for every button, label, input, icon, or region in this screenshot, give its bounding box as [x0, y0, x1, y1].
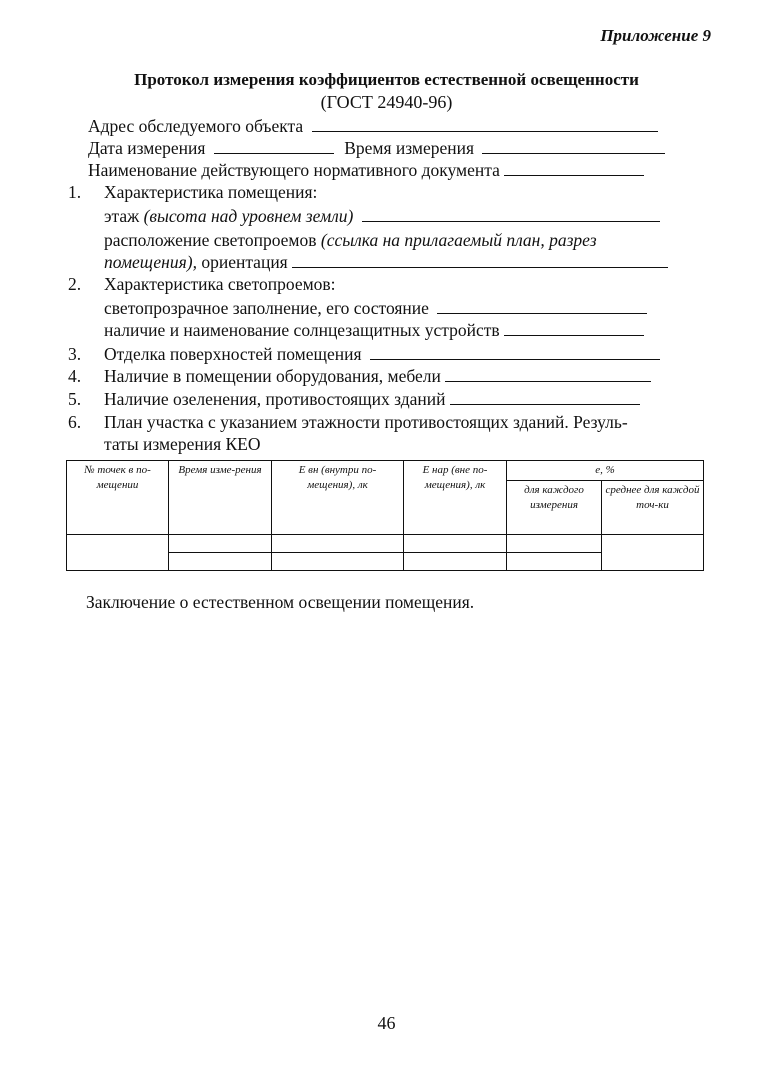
table-cell[interactable]: [602, 535, 704, 571]
item-4-blank[interactable]: [445, 366, 651, 382]
col-points-header: № точек в по-мещении: [67, 461, 169, 535]
location-note-cont: помещения),: [104, 252, 197, 272]
item-3-blank[interactable]: [370, 344, 660, 360]
col-e-group-header: е, %: [507, 461, 704, 481]
item-5-blank[interactable]: [450, 389, 640, 405]
location-line: [104, 230, 597, 251]
item-3: [68, 344, 660, 365]
item-5-text: Наличие озеленения, противостоящих зданий: [104, 389, 446, 409]
table-cell[interactable]: [404, 535, 507, 553]
shading-blank[interactable]: [504, 320, 644, 336]
norm-doc-label: Наименование действующего нормативного документа: [88, 160, 500, 180]
time-blank[interactable]: [482, 138, 665, 154]
conclusion-text: Заключение о естественном освещении помещения.: [86, 592, 475, 612]
norm-doc-line: [88, 160, 644, 181]
col-e-in-header: Е вн (внутри по-мещения), лк: [272, 461, 404, 535]
location-label: расположение светопроемов: [104, 230, 317, 250]
date-blank[interactable]: [214, 138, 334, 154]
norm-doc-blank[interactable]: [504, 160, 644, 176]
address-blank[interactable]: [312, 116, 658, 132]
col-time-header: Время изме-рения: [169, 461, 272, 535]
table-cell[interactable]: [169, 553, 272, 571]
document-subtitle: (ГОСТ 24940-96): [320, 92, 453, 112]
filling-line: [104, 298, 647, 319]
floor-label: этаж: [104, 206, 140, 226]
orientation-label: ориентация: [201, 252, 288, 272]
floor-blank[interactable]: [362, 206, 660, 222]
item-6-cont: [104, 434, 261, 455]
col-e-out-header: Е нар (вне по-мещения), лк: [404, 461, 507, 535]
table-cell[interactable]: [272, 535, 404, 553]
address-line: [88, 116, 658, 137]
orientation-blank[interactable]: [292, 252, 668, 268]
filling-label: светопрозрачное заполнение, его состояние: [104, 298, 429, 318]
item-4-text: Наличие в помещении оборудования, мебели: [104, 366, 441, 386]
floor-line: [104, 206, 660, 227]
item-2-text: Характеристика светопроемов:: [104, 274, 336, 294]
item-6-number: 6.: [68, 412, 82, 432]
table-cell[interactable]: [507, 535, 602, 553]
item-6-text-cont: таты измерения КЕО: [104, 434, 261, 454]
item-4: [68, 366, 651, 387]
page-number: 46: [377, 1013, 396, 1033]
time-label: Время измерения: [344, 138, 475, 158]
location-note: (ссылка на прилагаемый план, разрез: [320, 230, 597, 250]
item-4-number: 4.: [68, 366, 82, 386]
item-2-number: 2.: [68, 274, 82, 294]
date-time-line: [88, 138, 665, 159]
item-6-text: План участка с указанием этажности противостоящих зданий. Резуль-: [104, 412, 628, 432]
keo-table: [66, 460, 704, 571]
shading-line: [104, 320, 644, 341]
item-2: [68, 274, 336, 295]
orientation-line: [104, 252, 668, 273]
item-5: [68, 389, 640, 410]
date-label: Дата измерения: [88, 138, 206, 158]
table-row: [67, 535, 704, 553]
col-avg-header: среднее для каждой точ-ки: [602, 481, 704, 535]
col-each-header: для каждого измерения: [507, 481, 602, 535]
address-label: Адрес обследуемого объекта: [88, 116, 304, 136]
table-cell[interactable]: [272, 553, 404, 571]
filling-blank[interactable]: [437, 298, 647, 314]
item-1: [68, 182, 317, 203]
table-cell[interactable]: [67, 535, 169, 571]
table-cell[interactable]: [169, 535, 272, 553]
table-cell[interactable]: [507, 553, 602, 571]
item-1-number: 1.: [68, 182, 82, 202]
item-3-text: Отделка поверхностей помещения: [104, 344, 362, 364]
item-5-number: 5.: [68, 389, 82, 409]
shading-label: наличие и наименование солнцезащитных устройств: [104, 320, 500, 340]
floor-note: (высота над уровнем земли): [143, 206, 354, 226]
item-6: [68, 412, 628, 433]
document-title: Протокол измерения коэффициентов естественной освещенности: [134, 70, 639, 89]
table-cell[interactable]: [404, 553, 507, 571]
item-1-text: Характеристика помещения:: [104, 182, 318, 202]
appendix-label: Приложение 9: [600, 26, 711, 45]
item-3-number: 3.: [68, 344, 82, 364]
